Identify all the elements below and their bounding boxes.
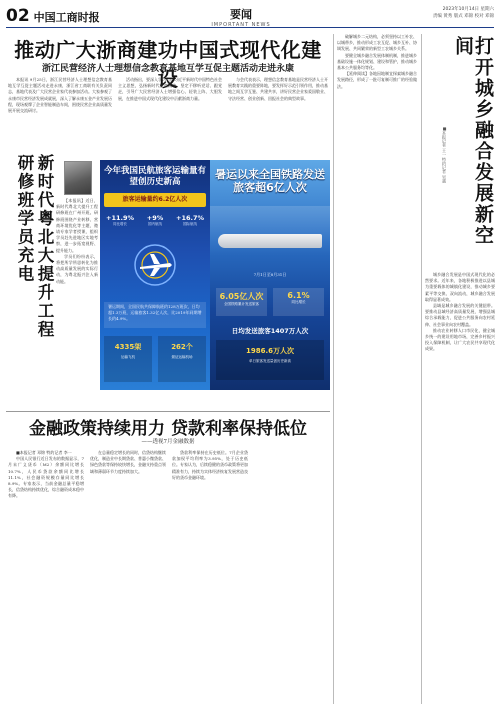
railway-bottom-value: 1986.6万人次	[245, 347, 294, 355]
railway-sky	[210, 206, 330, 256]
right-column-para-2: 要健全城乡融合发展体制机制，推进城乡基础设施一体化规划、建设和管护，推动城乡基本公共服务均等化。	[337, 52, 417, 71]
aviation-stat-label: 国内航线	[148, 222, 162, 226]
aviation-footer	[104, 336, 206, 382]
paper-name: 中国工商时报	[33, 11, 100, 24]
aviation-stat-label: 国际航线	[183, 222, 197, 226]
second-headline: 金融政策持续用力 贷款利率保持低位	[29, 419, 307, 439]
railway-stat	[273, 288, 324, 316]
section-title	[196, 6, 286, 28]
feature-lead-strip	[425, 34, 439, 264]
section-name-en: IMPORTANT NEWS	[211, 22, 271, 28]
main-headline: 推动广大浙商建功中国式现代化建设	[14, 38, 322, 91]
aviation-footer-item	[158, 336, 206, 382]
aviation-note: 暑运期间，全国民航共保障航班约128万班次，日均超1.3万班，运输旅客1.32亿人次，比2019年同期增长约4.9%。	[104, 302, 206, 328]
masthead-meta	[294, 6, 494, 20]
aviation-stat	[104, 214, 136, 227]
railway-daily: 日均发送旅客1407万人次	[231, 327, 309, 335]
aviation-footer-label: 颁证运输机场	[171, 355, 193, 359]
aviation-footer-value: 262个	[171, 343, 193, 351]
infographic-aviation	[100, 160, 210, 390]
right-column-para-3: 【延伸阅读】各地因地制宜探索城乡融合发展路径，形成了一批可复制可推广的经验做法。	[337, 71, 417, 89]
masthead	[0, 0, 500, 30]
aviation-stat	[174, 214, 206, 227]
side-story-photo	[64, 161, 92, 195]
railway-stat-label: 全国铁路累计发送旅客	[224, 302, 259, 306]
feature-para-3: 推动农业转移人口市民化，健全城乡统一的建设用地市场，完善乡村振兴投入保障机制，让广大农民共享现代化成果。	[425, 327, 495, 352]
second-subhead: ——透视7月金融数据	[141, 439, 195, 445]
masthead-left	[6, 6, 100, 26]
second-story-para-2: 中国人民银行近日发布的数据显示，7月末广义货币（M2）余额同比增长10.7%，人民币贷款余额同比增长11.1%，社会融资规模存量同比增长8.9%。专家表示，当前金融总量平稳增长，信贷结构持续优化，综合融资成本稳中有降。	[8, 456, 84, 499]
aviation-stats	[104, 214, 206, 227]
second-story-rule	[6, 411, 330, 412]
feature-title: 打开城乡融合发展新空间	[452, 36, 494, 246]
railway-bottom	[216, 340, 324, 380]
column-separator	[333, 34, 334, 704]
feature-para-2: 县域是城乡融合发展的关键纽带。要推动县域经济高质量发展，增强县城综合承载能力，促进公共服务向农村延伸、社会事业向农村覆盖。	[425, 303, 495, 327]
feature-para-1: 城乡融合发展是中国式现代化的必然要求。近年来，各地积极推进以县城为重要载体的城镇化建设，推动城乡要素平等交换、双向流动，城乡融合发展取得显著成效。	[425, 272, 495, 302]
top-story-para-1: 本报讯 9月25日，浙江民营经济人士理想信念教育基地互学互促主题活动走进永康，浙江省工商联有关负责同志，基地代表及广大民营企业家代表参加活动。大家参观了永康市民营经济发展成就展，深入了解永康五金产业发展历程，现场观摩了企业智能制造车间，围绕民营企业高质量发展开展交流研讨。	[8, 77, 112, 114]
top-story-para-2: 活动指出，要深入学习贯彻习近平新时代中国特色社会主义思想，弘扬新时代浙商精神，坚定不移听党话、跟党走，引导广大民营经济人士增强信心、轻装上阵、大胆发展，在推进中国式现代化建设中贡献浙商力量。	[118, 77, 222, 101]
feature-byline: ■本报记者 王一 特约记者 吴越	[442, 126, 447, 183]
aviation-stat-value: +16.7%	[176, 214, 204, 222]
top-story-para-3: 与会代表表示，理想信念教育基地是民营经济人士开展教育实践的重要阵地，要发挥好示范引领作用，推动基地之间互学互鉴、共建共享，讲好民营企业家爱国敬业、守法经营、创业创新、回报社会的典型故事。	[228, 77, 328, 101]
aviation-footer-item	[104, 336, 152, 382]
masthead-rule	[6, 27, 494, 28]
second-story-para-1: ■本报记者 邓锦 特约记者 李一	[16, 450, 72, 455]
aviation-stat-value: +11.9%	[106, 214, 134, 222]
page-number: 02	[6, 6, 30, 26]
second-story-col-1	[8, 450, 84, 702]
second-story-para-3: 在总量稳定增长的同时，信贷结构继续优化，制造业中长期贷款、普惠小微贷款、绿色贷款等保持较快增长，金融支持重点领域和薄弱环节力度持续加大。	[90, 450, 166, 474]
top-story-col-1	[8, 77, 112, 155]
right-column-body	[337, 34, 417, 702]
aviation-stat-label: 同比增长	[113, 222, 127, 226]
train-icon	[218, 234, 322, 248]
aviation-plane-icon	[110, 242, 200, 288]
side-story-title: 新时代粤北大提升工程研修班学员充电	[15, 154, 54, 339]
second-story-col-3	[172, 450, 248, 702]
aviation-footer-value: 4335架	[114, 343, 142, 351]
railway-stat-value: 6.1%	[287, 291, 310, 300]
top-story-col-2	[118, 77, 222, 155]
editor-line: 责编 黄秀 版式 邓锦 校对 邓锦	[432, 14, 494, 19]
aviation-footer-label: 运输飞机	[121, 355, 135, 359]
aviation-highlight: 旅客运输量约6.2亿人次	[104, 193, 206, 207]
railway-stat	[216, 288, 267, 316]
side-story-tag: 【本报讯】	[64, 198, 86, 203]
column-separator	[421, 34, 422, 704]
infographic-railway	[210, 160, 330, 390]
second-story-para-4: 贷款利率保持在历史低位。7月企业贷款加权平均利率为3.95%，处于历史低位。专家认为，后续稳健的货币政策将更加精准有力，持续为实体经济恢复发展营造良好的货币金融环境。	[172, 450, 248, 480]
section-name: 要闻	[230, 8, 252, 21]
railway-stats	[216, 288, 324, 316]
railway-stat-label: 同比增长	[291, 300, 306, 304]
second-story-col-2	[90, 450, 166, 702]
right-column-para-1: 破解城乡二元结构，必须坚持以工补农、以城带乡，推动形成工农互促、城乡互补、协调发展、共同繁荣的新型工农城乡关系。	[337, 34, 417, 52]
side-story-para-2: 学员们纷纷表示，将把所学所思转化为推动高质量发展的实际行动，为粤北振兴注入新动能。	[56, 253, 98, 284]
railway-caption: 7月1日至8月31日	[253, 272, 287, 277]
main-subhead: 浙江民营经济人士理想信念教育基地互学互促主题活动走进永康	[41, 64, 294, 74]
side-story-body	[56, 198, 98, 398]
aviation-stat-value: +9%	[146, 214, 164, 222]
side-story-para-1: 近日，新时代粤北大提升工程研修班在广州开班。研修班围绕产业转移、营商环境优化等主题，邀请专家学者授课，组织学员赴先进地区实地考察，进一步拓宽视野、提升能力。	[56, 198, 98, 253]
date-line: 2023年10月14日 星期六	[442, 7, 494, 12]
aviation-title: 今年我国民航旅客运输量有望创历史新高	[103, 166, 206, 187]
top-story-col-3	[228, 77, 328, 155]
railway-stat-value: 6.05亿人次	[219, 292, 264, 301]
aviation-stat	[139, 214, 171, 227]
feature-body	[425, 272, 495, 702]
railway-bottom-label: 单日旅客发送量创历史新高	[249, 359, 291, 363]
railway-title: 暑运以来全国铁路发送旅客超6亿人次	[215, 168, 325, 194]
